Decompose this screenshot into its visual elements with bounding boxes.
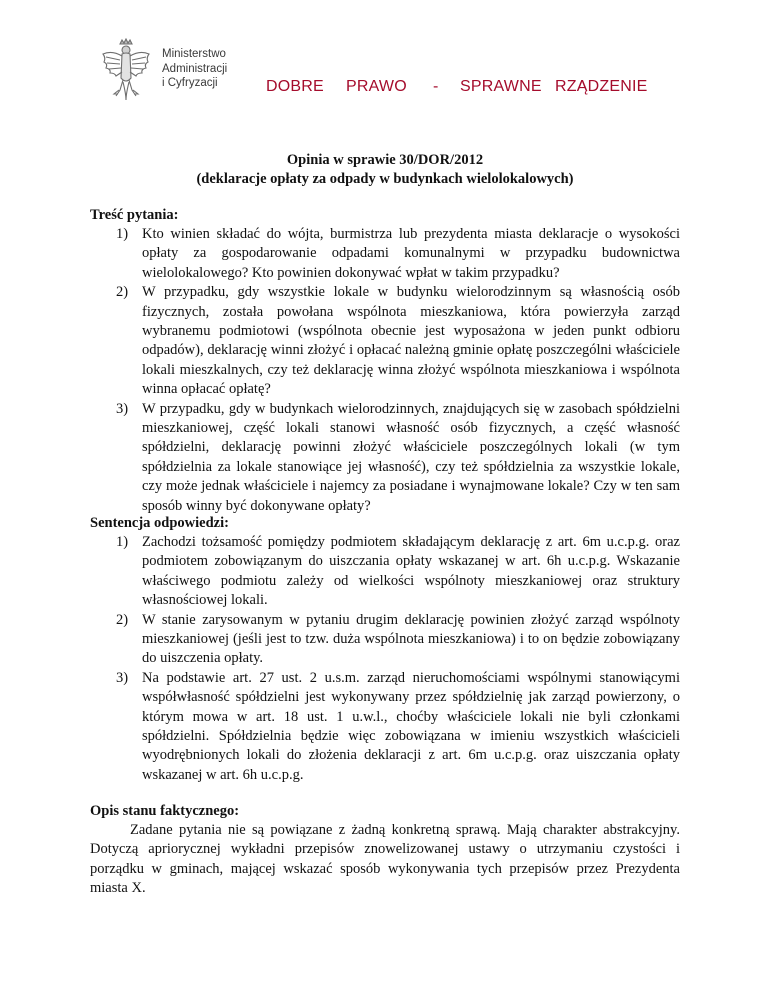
ministry-line: i Cyfryzacji bbox=[162, 77, 218, 89]
answer-heading: Sentencja odpowiedzi: bbox=[90, 515, 229, 531]
slogan-word: SPRAWNE bbox=[460, 78, 542, 95]
item-text: W stanie zarysowanym w pytaniu drugim deklarację powinien złożyć zarząd wspólnoty mieszkaniowej (jeśli jest to tzw. duża wspólnota mieszkaniowa) i to on będzie zobowiązany do uiszczenia opłaty. bbox=[142, 611, 680, 667]
facts-paragraph: Zadane pytania nie są powiązane z żadną konkretną sprawą. Mają charakter abstrakcyjny. Dotyczą apriorycznej wykładni przepisów znowelizowanej ustawy o utrzymaniu czystości i porządku w gminach, mającej wskazać sposób wykonywania tych przepisów przez Prezydenta miasta X. bbox=[90, 822, 680, 897]
question-list bbox=[90, 225, 680, 516]
item-text: Zachodzi tożsamość pomiędzy podmiotem składającym deklarację z art. 6m u.c.p.g. oraz podmiotem zobowiązanym do uiszczania opłaty wskazanej w art. 6h u.c.p.g. Wskazanie właściwego podmiotu zależy od wielkości wspólnoty mieszkaniowej oraz struktury własnościowej lokali. bbox=[142, 534, 680, 609]
facts-heading: Opis stanu faktycznego: bbox=[90, 803, 240, 819]
slogan-word: PRAWO bbox=[346, 78, 407, 95]
title-line-2: (deklaracje opłaty za odpady w budynkach wielolokalowych) bbox=[196, 171, 574, 187]
question-heading: Treść pytania: bbox=[90, 207, 179, 223]
item-number: 2) bbox=[116, 284, 129, 301]
title-line-1: Opinia w sprawie 30/DOR/2012 bbox=[286, 152, 484, 168]
slogan-word: RZĄDZENIE bbox=[555, 78, 648, 95]
item-text: W przypadku, gdy wszystkie lokale w budynku wielorodzinnym są własnością osób fizycznych, została powołana wspólnota mieszkaniowa, która powierzyła zarząd wybranemu podmiotowi (wspólnota obecnie jest wyposażona w jeden punkt odbioru odpadów), deklarację winni złożyć i opłacać należną gminie opłatę poszczególni właściciele lokali mieszkalnych, czy też deklarację winna złożyć wspólnota mieszkaniowa i wspólnota winna opłacać opłatę? bbox=[142, 284, 680, 398]
list-item bbox=[90, 533, 680, 611]
list-item bbox=[90, 669, 680, 785]
ministry-line: Administracji bbox=[162, 62, 228, 75]
polish-eagle-emblem-icon bbox=[100, 38, 152, 102]
item-number: 3) bbox=[116, 400, 129, 417]
slogan bbox=[266, 78, 660, 98]
document-title bbox=[90, 151, 680, 189]
item-number: 1) bbox=[116, 534, 129, 550]
list-item bbox=[90, 400, 680, 516]
item-number: 1) bbox=[116, 226, 129, 242]
list-item bbox=[90, 611, 680, 669]
ministry-name bbox=[162, 47, 227, 91]
item-number: 3) bbox=[116, 669, 129, 686]
ministry-line: Ministerstwo bbox=[162, 48, 226, 60]
item-text: Kto winien składać do wójta, burmistrza lub prezydenta miasta deklaracje o wysokości opłaty za gospodarowanie odpadami komunalnymi w przypadku budownictwa wielolokalowego? Kto powinien dokonywać wpłat w takim przypadku? bbox=[142, 226, 680, 281]
item-number: 2) bbox=[116, 611, 129, 628]
slogan-word: - bbox=[433, 78, 439, 95]
list-item bbox=[90, 283, 680, 399]
list-item bbox=[90, 225, 680, 283]
slogan-word: DOBRE bbox=[266, 78, 324, 95]
letterhead bbox=[96, 38, 716, 108]
item-text: W przypadku, gdy w budynkach wielorodzinnych, znajdujących się w zasobach spółdzielni mieszkaniowej, część lokali stanowi własność osób fizycznych, a część własność spółdzielni, deklarację powinni złożyć właściciele poszczególnych lokali (w tym spółdzielnia za lokale stanowiące jej własność), czy też spółdzielnia za wszystkie lokale, czy może jednak właściciele i najemcy za posiadane i wynajmowane lokale? Czy w ten sam sposób winny być dokonywane opłaty? bbox=[142, 400, 680, 514]
answer-list bbox=[90, 533, 680, 785]
item-text: Na podstawie art. 27 ust. 2 u.s.m. zarząd nieruchomościami wspólnymi stanowiącymi współwłasność spółdzielni jest wykonywany przez spółdzielnię jak zarząd powierzony, o którym mowa w art. 18 ust. 1 u.w.l., choćby właściciele lokali nie byli członkami spółdzielni. Spółdzielnia będzie więc zobowiązana w imieniu wszystkich właścicieli wyodrębnionych lokali do złożenia deklaracji z art. 6m u.c.p.g. oraz uiszczania opłaty wskazanej w art. 6h u.c.p.g. bbox=[142, 669, 680, 783]
